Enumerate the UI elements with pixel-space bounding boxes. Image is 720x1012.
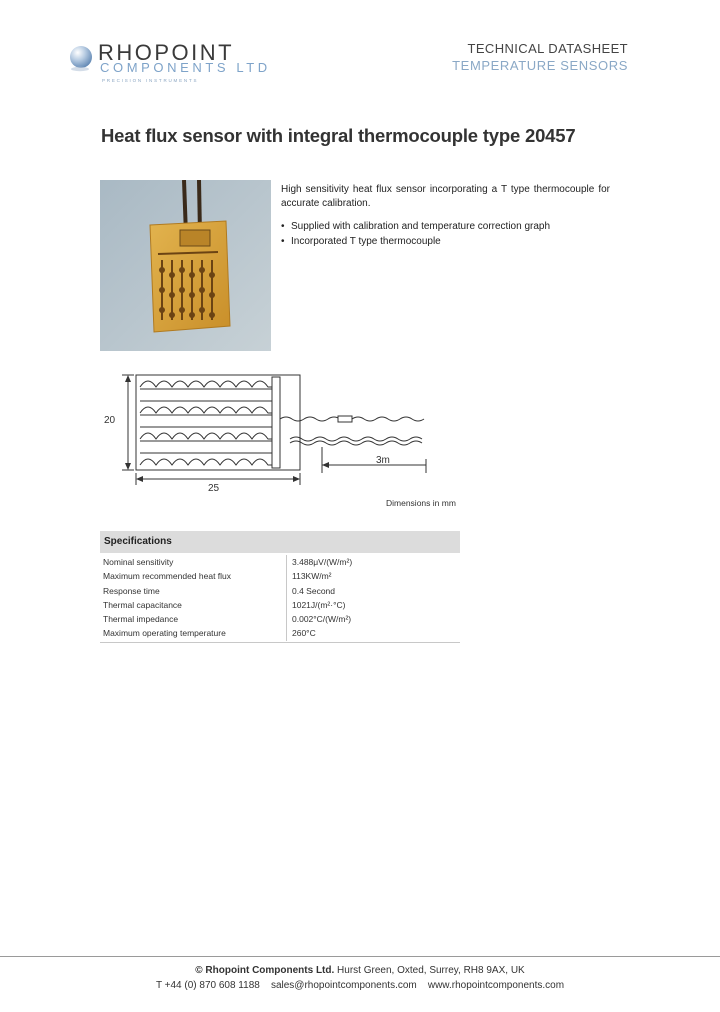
logo-sphere-icon: [68, 44, 98, 74]
spec-value: 0.002°C/(W/m²): [292, 614, 352, 625]
feature-list: [281, 219, 610, 249]
page-title: Heat flux sensor with integral thermocouple type 20457: [101, 125, 576, 146]
bullet-icon: •: [281, 221, 285, 232]
footer-address: Hurst Green, Oxted, Surrey, RH8 9AX, UK: [334, 965, 525, 976]
table-row: [100, 598, 460, 612]
spec-value: 260°C: [292, 628, 316, 639]
spec-label: Nominal sensitivity: [100, 555, 287, 569]
company-logo: [66, 40, 306, 90]
sensor-element-drawing: [140, 377, 280, 468]
feature-item: [281, 234, 610, 249]
footer-company: © Rhopoint Components Ltd.: [195, 965, 335, 976]
specifications-heading: Specifications: [100, 531, 460, 553]
table-row: [100, 555, 460, 569]
header-doc-type: TECHNICAL DATASHEET: [467, 41, 628, 56]
spec-label: Response time: [100, 584, 287, 598]
dimension-diagram: [100, 365, 440, 495]
table-row: [100, 626, 460, 640]
footer-website-link[interactable]: www.rhopointcomponents.com: [427, 980, 565, 991]
footer-address-line: [0, 963, 720, 978]
feature-item: [281, 219, 610, 234]
footer-phone: T +44 (0) 870 608 1188: [155, 980, 260, 991]
footer-email-link[interactable]: sales@rhopointcomponents.com: [270, 980, 417, 991]
product-photo: [100, 180, 271, 351]
logo-subtitle: COMPONENTS LTD: [100, 60, 271, 75]
specifications-section: [100, 531, 460, 643]
description-intro: High sensitivity heat flux sensor incorporating a T type thermocouple for accurate calibration.: [281, 184, 610, 209]
document-header: [452, 41, 628, 73]
height-dimension-label: 20: [104, 415, 116, 426]
header-category: TEMPERATURE SENSORS: [452, 58, 628, 73]
spec-label: Maximum recommended heat flux: [100, 569, 287, 583]
logo-wordmark: RHOPOINT: [98, 40, 235, 65]
spec-label: Thermal capacitance: [100, 598, 287, 612]
spec-value: 0.4 Second: [292, 585, 336, 596]
page-footer: [0, 963, 720, 993]
spec-label: Maximum operating temperature: [100, 626, 287, 640]
specifications-table: [100, 555, 460, 641]
footer-contact-line: [0, 978, 720, 993]
feature-text: Incorporated T type thermocouple: [291, 236, 441, 247]
table-row: [100, 584, 460, 598]
dimensions-note: Dimensions in mm: [386, 498, 456, 508]
lead-length-label: 3m: [376, 455, 390, 466]
spec-value: 1021J/(m²·°C): [292, 599, 346, 610]
product-description: [281, 183, 610, 249]
bullet-icon: •: [281, 236, 285, 247]
width-dimension-label: 25: [208, 483, 220, 494]
footer-divider: [0, 956, 720, 957]
table-bottom-divider: [100, 642, 460, 643]
feature-text: Supplied with calibration and temperature correction graph: [291, 221, 551, 232]
table-row: [100, 569, 460, 583]
spec-value: 113KW/m²: [292, 571, 332, 582]
table-row: [100, 612, 460, 626]
logo-tagline: PRECISION INSTRUMENTS: [102, 78, 199, 83]
spec-label: Thermal impedance: [100, 612, 287, 626]
spec-value: 3.488μV/(W/m²): [292, 557, 353, 567]
